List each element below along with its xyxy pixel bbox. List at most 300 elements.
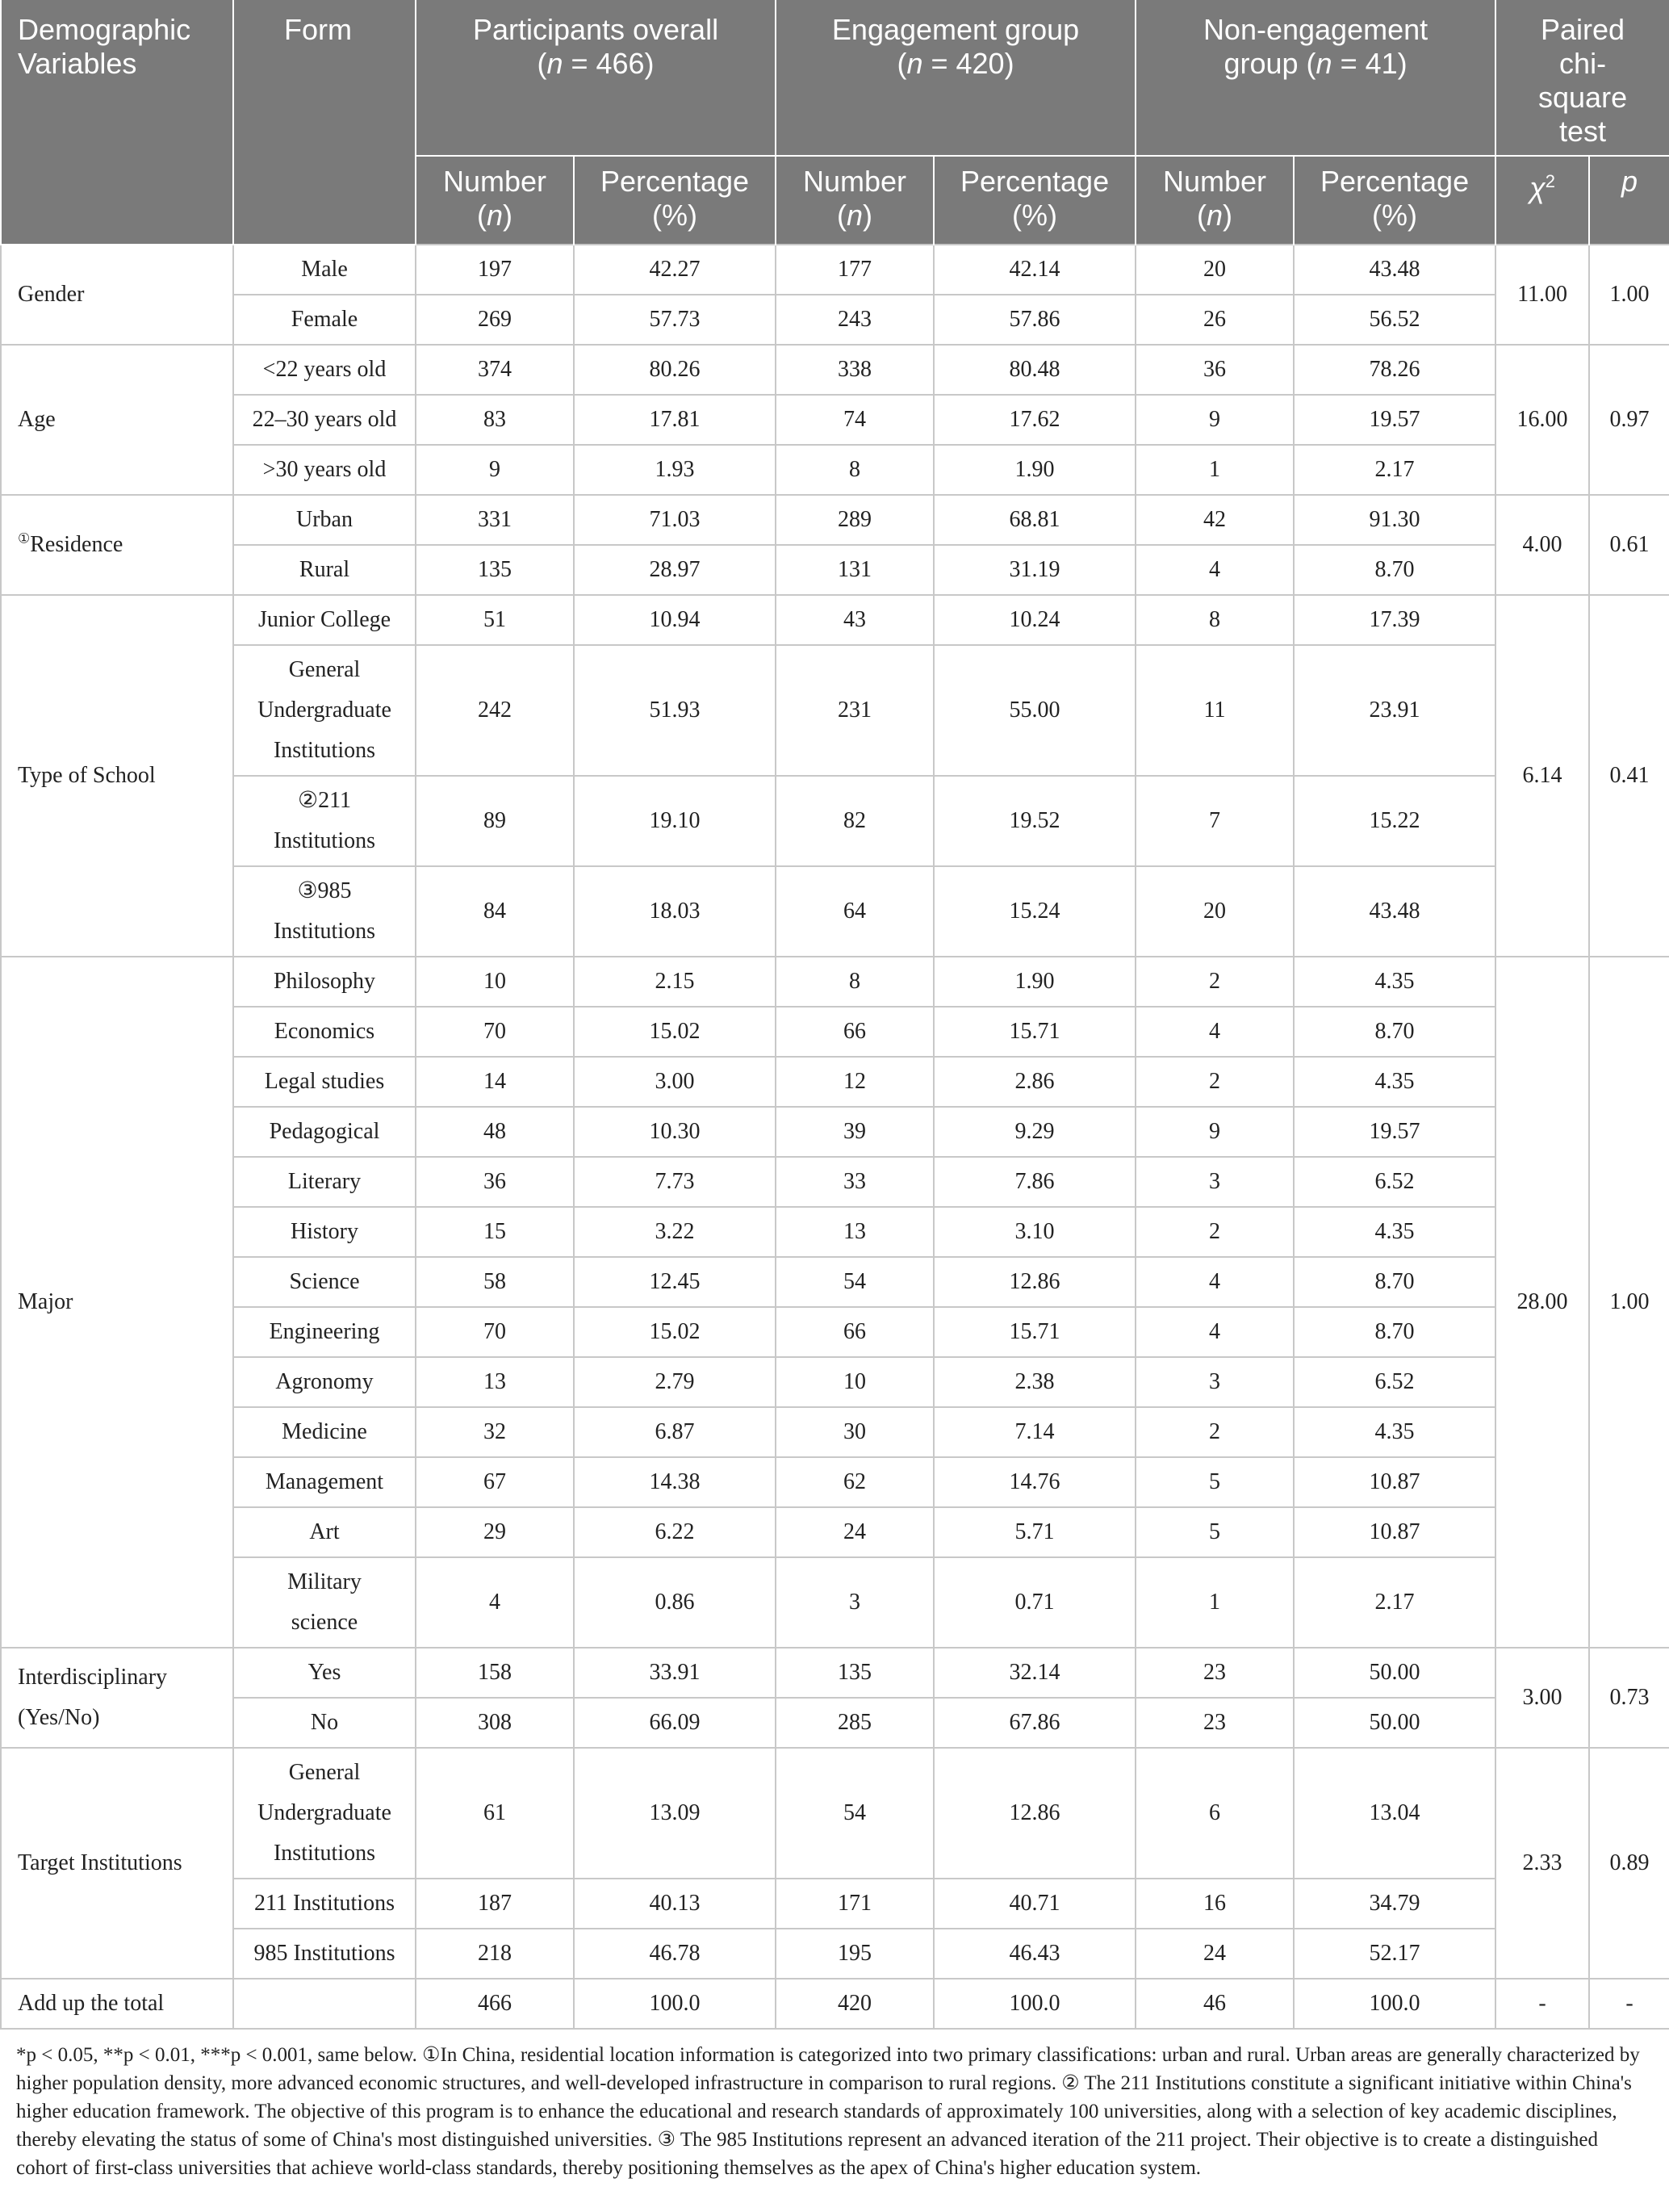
count-cell: 70	[416, 1307, 574, 1357]
percentage-cell: 55.00	[934, 645, 1136, 776]
table-row	[1, 1257, 1669, 1307]
count-cell: 24	[1136, 1929, 1294, 1979]
percentage-cell: 12.45	[574, 1257, 776, 1307]
percentage-cell: 14.38	[574, 1457, 776, 1507]
percentage-cell: 42.27	[574, 245, 776, 295]
form-label: Pedagogical	[269, 1119, 380, 1144]
table-body	[1, 245, 1669, 2029]
count-cell: 308	[416, 1698, 574, 1748]
total-value-cell: 100.0	[934, 1979, 1136, 2029]
percentage-cell: 19.57	[1294, 1107, 1495, 1157]
percentage-cell: 18.03	[574, 866, 776, 957]
count-cell: 285	[776, 1698, 934, 1748]
form-label: Institutions	[273, 738, 375, 763]
count-cell: 83	[416, 395, 574, 445]
percentage-cell: 67.86	[934, 1698, 1136, 1748]
percentage-cell: 13.04	[1294, 1748, 1495, 1879]
header-chi-square: $\chi^2$	[1495, 156, 1589, 245]
form-label: Science	[289, 1269, 360, 1294]
form-label: 211 Institutions	[254, 1891, 395, 1916]
table-row	[1, 1357, 1669, 1407]
form-label: Literary	[287, 1169, 362, 1194]
count-cell: 39	[776, 1107, 934, 1157]
percentage-cell: 33.91	[574, 1648, 776, 1698]
percentage-cell: 66.09	[574, 1698, 776, 1748]
table-row	[1, 1748, 1669, 1879]
header-engagement-group: Engagement group (n = 420)	[776, 0, 1136, 156]
percentage-cell: 2.38	[934, 1357, 1136, 1407]
count-cell: 32	[416, 1407, 574, 1457]
count-cell: 187	[416, 1879, 574, 1929]
form-label: Legal studies	[264, 1069, 385, 1094]
count-cell: 36	[416, 1157, 574, 1207]
count-cell: 13	[776, 1207, 934, 1257]
form-cell	[233, 1698, 416, 1748]
form-cell	[233, 295, 416, 345]
table-row	[1, 1457, 1669, 1507]
percentage-cell: 7.73	[574, 1157, 776, 1207]
percentage-cell: 80.48	[934, 345, 1136, 395]
percentage-cell: 17.39	[1294, 595, 1495, 645]
form-cell	[233, 866, 416, 957]
count-cell: 43	[776, 595, 934, 645]
form-label: Engineering	[269, 1319, 380, 1344]
table-row	[1, 1307, 1669, 1357]
percentage-cell: 43.48	[1294, 245, 1495, 295]
count-cell: 26	[1136, 295, 1294, 345]
count-cell: 4	[1136, 1307, 1294, 1357]
chi-square-cell: 6.14	[1495, 595, 1589, 957]
p-value-cell: 1.00	[1589, 957, 1669, 1648]
variable-label: Target Institutions	[18, 1850, 182, 1875]
percentage-cell: 32.14	[934, 1648, 1136, 1698]
percentage-cell: 3.00	[574, 1057, 776, 1107]
form-label: Military	[287, 1569, 362, 1594]
count-cell: 8	[776, 957, 934, 1007]
count-cell: 9	[1136, 1107, 1294, 1157]
count-cell: 6	[1136, 1748, 1294, 1879]
chi-square-cell: 4.00	[1495, 495, 1589, 595]
count-cell: 158	[416, 1648, 574, 1698]
header-number: Number (n)	[776, 156, 934, 245]
count-cell: 24	[776, 1507, 934, 1557]
form-label: science	[291, 1610, 358, 1635]
percentage-cell: 56.52	[1294, 295, 1495, 345]
p-value-cell: 0.41	[1589, 595, 1669, 957]
form-label: Agronomy	[275, 1369, 374, 1394]
header-paired-chi-square-test: Paired chi- square test	[1495, 0, 1669, 156]
table-row	[1, 395, 1669, 445]
p-value-cell: 0.97	[1589, 345, 1669, 495]
header-non-engagement-group: Non-engagement group (n = 41)	[1136, 0, 1495, 156]
variable-cell	[1, 595, 233, 957]
form-cell	[233, 1507, 416, 1557]
form-cell	[233, 1879, 416, 1929]
variable-label: Residence	[30, 532, 123, 557]
variable-cell	[1, 1748, 233, 1979]
form-cell	[233, 345, 416, 395]
form-cell	[233, 245, 416, 295]
count-cell: 2	[1136, 1057, 1294, 1107]
count-cell: 243	[776, 295, 934, 345]
header-form: Form	[233, 0, 416, 245]
count-cell: 135	[776, 1648, 934, 1698]
table-footnote	[0, 2030, 1669, 2182]
chi-square-cell: 2.33	[1495, 1748, 1589, 1979]
count-cell: 10	[776, 1357, 934, 1407]
table-row	[1, 445, 1669, 495]
table-row	[1, 1007, 1669, 1057]
form-label: No	[310, 1710, 339, 1735]
form-label: Management	[265, 1469, 384, 1494]
form-label: 22–30 years old	[252, 407, 397, 432]
percentage-cell: 13.09	[574, 1748, 776, 1879]
table-row	[1, 1407, 1669, 1457]
form-cell	[233, 1929, 416, 1979]
header-percentage: Percentage (%)	[574, 156, 776, 245]
header-participants-overall: Participants overall (n = 466)	[416, 0, 776, 156]
count-cell: 58	[416, 1257, 574, 1307]
percentage-cell: 17.81	[574, 395, 776, 445]
percentage-cell: 50.00	[1294, 1698, 1495, 1748]
count-cell: 12	[776, 1057, 934, 1107]
count-cell: 70	[416, 1007, 574, 1057]
percentage-cell: 19.57	[1294, 395, 1495, 445]
count-cell: 7	[1136, 776, 1294, 866]
count-cell: 23	[1136, 1648, 1294, 1698]
percentage-cell: 1.90	[934, 445, 1136, 495]
variable-cell	[1, 495, 233, 595]
table-row	[1, 345, 1669, 395]
count-cell: 9	[416, 445, 574, 495]
percentage-cell: 4.35	[1294, 1207, 1495, 1257]
percentage-cell: 91.30	[1294, 495, 1495, 545]
percentage-cell: 4.35	[1294, 957, 1495, 1007]
form-cell	[233, 957, 416, 1007]
percentage-cell: 2.17	[1294, 1557, 1495, 1648]
count-cell: 4	[1136, 1257, 1294, 1307]
percentage-cell: 50.00	[1294, 1648, 1495, 1698]
percentage-cell: 2.17	[1294, 445, 1495, 495]
total-value-cell: 420	[776, 1979, 934, 2029]
total-value-cell: -	[1495, 1979, 1589, 2029]
table-row	[1, 245, 1669, 295]
count-cell: 1	[1136, 1557, 1294, 1648]
count-cell: 10	[416, 957, 574, 1007]
count-cell: 197	[416, 245, 574, 295]
form-label: ②211	[297, 788, 352, 813]
form-cell	[233, 1457, 416, 1507]
table-row	[1, 1557, 1669, 1648]
count-cell: 51	[416, 595, 574, 645]
percentage-cell: 10.87	[1294, 1507, 1495, 1557]
count-cell: 5	[1136, 1457, 1294, 1507]
variable-label: Gender	[18, 282, 85, 307]
percentage-cell: 15.02	[574, 1307, 776, 1357]
percentage-cell: 15.02	[574, 1007, 776, 1057]
percentage-cell: 6.22	[574, 1507, 776, 1557]
percentage-cell: 46.78	[574, 1929, 776, 1979]
percentage-cell: 10.87	[1294, 1457, 1495, 1507]
count-cell: 11	[1136, 645, 1294, 776]
count-cell: 54	[776, 1748, 934, 1879]
table-row	[1, 545, 1669, 595]
count-cell: 242	[416, 645, 574, 776]
percentage-cell: 9.29	[934, 1107, 1136, 1157]
form-cell	[233, 1157, 416, 1207]
percentage-cell: 46.43	[934, 1929, 1136, 1979]
form-label: Philosophy	[273, 969, 376, 994]
count-cell: 15	[416, 1207, 574, 1257]
header-number: Number (n)	[416, 156, 574, 245]
form-cell	[233, 445, 416, 495]
table-row	[1, 645, 1669, 776]
count-cell: 135	[416, 545, 574, 595]
count-cell: 89	[416, 776, 574, 866]
percentage-cell: 42.14	[934, 245, 1136, 295]
percentage-cell: 19.52	[934, 776, 1136, 866]
count-cell: 67	[416, 1457, 574, 1507]
form-label: 985 Institutions	[253, 1941, 395, 1966]
form-label: Medicine	[282, 1419, 367, 1444]
count-cell: 331	[416, 495, 574, 545]
percentage-cell: 15.22	[1294, 776, 1495, 866]
total-value-cell: 100.0	[1294, 1979, 1495, 2029]
percentage-cell: 23.91	[1294, 645, 1495, 776]
percentage-cell: 8.70	[1294, 1257, 1495, 1307]
table-row	[1, 1057, 1669, 1107]
count-cell: 4	[1136, 545, 1294, 595]
form-label: Institutions	[273, 919, 375, 944]
p-value-cell: 0.61	[1589, 495, 1669, 595]
form-label: Art	[309, 1519, 340, 1544]
variable-cell	[1, 245, 233, 345]
count-cell: 3	[1136, 1157, 1294, 1207]
count-cell: 66	[776, 1307, 934, 1357]
percentage-cell: 34.79	[1294, 1879, 1495, 1929]
count-cell: 13	[416, 1357, 574, 1407]
percentage-cell: 17.62	[934, 395, 1136, 445]
p-value-cell: 1.00	[1589, 245, 1669, 345]
count-cell: 8	[1136, 595, 1294, 645]
count-cell: 36	[1136, 345, 1294, 395]
count-cell: 14	[416, 1057, 574, 1107]
count-cell: 269	[416, 295, 574, 345]
header-p-value: p	[1589, 156, 1669, 245]
percentage-cell: 78.26	[1294, 345, 1495, 395]
count-cell: 231	[776, 645, 934, 776]
count-cell: 171	[776, 1879, 934, 1929]
form-cell	[233, 1648, 416, 1698]
count-cell: 84	[416, 866, 574, 957]
form-label: General	[288, 657, 361, 682]
variable-label: Major	[18, 1289, 73, 1314]
form-cell	[233, 1407, 416, 1457]
percentage-cell: 3.10	[934, 1207, 1136, 1257]
p-value-cell: 0.73	[1589, 1648, 1669, 1748]
count-cell: 2	[1136, 1207, 1294, 1257]
count-cell: 4	[1136, 1007, 1294, 1057]
count-cell: 48	[416, 1107, 574, 1157]
table-row	[1, 1107, 1669, 1157]
percentage-cell: 40.71	[934, 1879, 1136, 1929]
percentage-cell: 40.13	[574, 1879, 776, 1929]
total-label: Add up the total	[1, 1979, 233, 2029]
table-row	[1, 957, 1669, 1007]
count-cell: 5	[1136, 1507, 1294, 1557]
total-value-cell: 46	[1136, 1979, 1294, 2029]
percentage-cell: 57.73	[574, 295, 776, 345]
table-row	[1, 1698, 1669, 1748]
percentage-cell: 6.87	[574, 1407, 776, 1457]
count-cell: 20	[1136, 866, 1294, 957]
count-cell: 195	[776, 1929, 934, 1979]
count-cell: 20	[1136, 245, 1294, 295]
table-row	[1, 1507, 1669, 1557]
percentage-cell: 12.86	[934, 1257, 1136, 1307]
count-cell: 4	[416, 1557, 574, 1648]
table-row	[1, 595, 1669, 645]
header-percentage: Percentage (%)	[934, 156, 1136, 245]
percentage-cell: 2.15	[574, 957, 776, 1007]
count-cell: 54	[776, 1257, 934, 1307]
count-cell: 3	[776, 1557, 934, 1648]
count-cell: 29	[416, 1507, 574, 1557]
table-row	[1, 1157, 1669, 1207]
chi-square-cell: 3.00	[1495, 1648, 1589, 1748]
total-value-cell: 100.0	[574, 1979, 776, 2029]
p-value-cell: 0.89	[1589, 1748, 1669, 1979]
form-label: Yes	[307, 1660, 341, 1685]
form-label: ③985	[297, 878, 352, 903]
form-label: Junior College	[257, 607, 391, 632]
footnote-residence: ①In China, residential location information is categorized into two primary classifications: urban and rural. Urban areas are generally characterized by higher population density, more advanced economic structures, and well-developed infrastructure in comparison to rural regions.	[16, 2044, 1640, 2094]
form-label: Rural	[299, 557, 350, 582]
form-cell	[233, 545, 416, 595]
table-row	[1, 776, 1669, 866]
count-cell: 177	[776, 245, 934, 295]
form-label: >30 years old	[262, 457, 387, 482]
table-row	[1, 1207, 1669, 1257]
form-cell	[233, 595, 416, 645]
form-label: Female	[291, 307, 358, 332]
form-label: <22 years old	[262, 357, 387, 382]
count-cell: 62	[776, 1457, 934, 1507]
count-cell: 1	[1136, 445, 1294, 495]
percentage-cell: 3.22	[574, 1207, 776, 1257]
form-cell	[233, 1307, 416, 1357]
percentage-cell: 2.79	[574, 1357, 776, 1407]
variable-cell	[1, 345, 233, 495]
count-cell: 82	[776, 776, 934, 866]
total-value-cell: 466	[416, 1979, 574, 2029]
percentage-cell: 19.10	[574, 776, 776, 866]
percentage-cell: 15.71	[934, 1307, 1136, 1357]
form-label: Economics	[274, 1019, 375, 1044]
form-cell	[233, 1057, 416, 1107]
chi-square-cell: 11.00	[1495, 245, 1589, 345]
percentage-cell: 71.03	[574, 495, 776, 545]
count-cell: 23	[1136, 1698, 1294, 1748]
percentage-cell: 68.81	[934, 495, 1136, 545]
count-cell: 8	[776, 445, 934, 495]
count-cell: 64	[776, 866, 934, 957]
form-cell	[233, 1748, 416, 1879]
variable-label: Type of School	[18, 763, 156, 788]
form-cell	[233, 1257, 416, 1307]
percentage-cell: 31.19	[934, 545, 1136, 595]
total-value-cell: -	[1589, 1979, 1669, 2029]
footnote-marker: ①	[18, 530, 31, 547]
form-cell	[233, 495, 416, 545]
percentage-cell: 14.76	[934, 1457, 1136, 1507]
variable-cell	[1, 957, 233, 1648]
form-cell	[233, 776, 416, 866]
percentage-cell: 8.70	[1294, 1307, 1495, 1357]
form-label: Urban	[296, 507, 353, 532]
percentage-cell: 15.71	[934, 1007, 1136, 1057]
variable-label: Age	[18, 407, 56, 432]
footnote-211: ② The 211 Institutions constitute a significant initiative within China's higher education framework. The objective of this program is to enhance the educational and research standards of approximately 100 universities, along with a selection of key academic disciplines, thereby elevating the status of some of China's most distinguished universities.	[16, 2072, 1632, 2151]
percentage-cell: 10.94	[574, 595, 776, 645]
count-cell: 9	[1136, 395, 1294, 445]
percentage-cell: 10.24	[934, 595, 1136, 645]
chi-square-cell: 28.00	[1495, 957, 1589, 1648]
form-label: History	[291, 1219, 358, 1244]
table-row	[1, 1879, 1669, 1929]
count-cell: 66	[776, 1007, 934, 1057]
count-cell: 3	[1136, 1357, 1294, 1407]
count-cell: 2	[1136, 1407, 1294, 1457]
form-cell	[233, 1557, 416, 1648]
count-cell: 338	[776, 345, 934, 395]
count-cell: 131	[776, 545, 934, 595]
percentage-cell: 7.86	[934, 1157, 1136, 1207]
form-cell	[233, 1357, 416, 1407]
percentage-cell: 52.17	[1294, 1929, 1495, 1979]
form-label: Undergraduate	[257, 698, 391, 723]
form-label: Institutions	[273, 828, 375, 853]
count-cell: 42	[1136, 495, 1294, 545]
count-cell: 374	[416, 345, 574, 395]
table-row	[1, 866, 1669, 957]
footnote-significance: *p < 0.05, **p < 0.01, ***p < 0.001, same below.	[16, 2044, 417, 2066]
percentage-cell: 2.86	[934, 1057, 1136, 1107]
form-label: General	[288, 1760, 361, 1785]
form-cell	[233, 1207, 416, 1257]
header-demographic-variables: Demographic Variables	[1, 0, 233, 245]
form-label: Undergraduate	[257, 1800, 391, 1825]
percentage-cell: 5.71	[934, 1507, 1136, 1557]
form-cell	[233, 1107, 416, 1157]
count-cell: 2	[1136, 957, 1294, 1007]
percentage-cell: 7.14	[934, 1407, 1136, 1457]
form-label: Male	[301, 257, 348, 282]
percentage-cell: 80.26	[574, 345, 776, 395]
header-number: Number (n)	[1136, 156, 1294, 245]
form-cell	[233, 1007, 416, 1057]
form-label: Institutions	[273, 1841, 375, 1866]
count-cell: 30	[776, 1407, 934, 1457]
percentage-cell: 43.48	[1294, 866, 1495, 957]
percentage-cell: 51.93	[574, 645, 776, 776]
count-cell: 33	[776, 1157, 934, 1207]
percentage-cell: 1.93	[574, 445, 776, 495]
variable-label: Interdisciplinary (Yes/No)	[18, 1665, 168, 1730]
percentage-cell: 6.52	[1294, 1157, 1495, 1207]
percentage-cell: 4.35	[1294, 1407, 1495, 1457]
footnote-985: ③ The 985 Institutions represent an advanced iteration of the 211 project. Their objective is to create a distinguished cohort of first-class universities that achieve world-class standards, thereby positioning themselves as the apex of China's higher education system.	[16, 2129, 1599, 2179]
